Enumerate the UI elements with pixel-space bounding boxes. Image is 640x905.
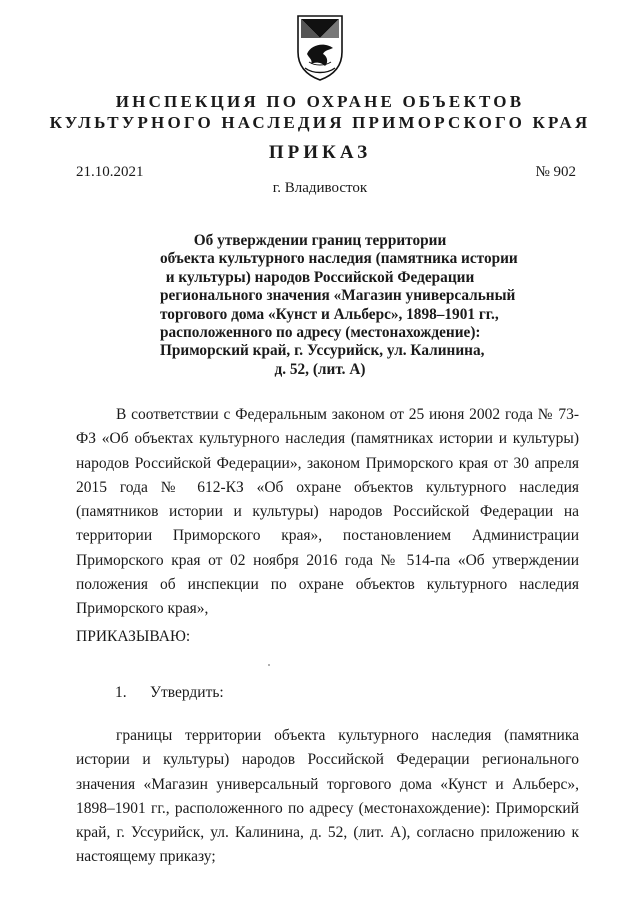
item-number: 1. xyxy=(115,684,127,701)
coat-of-arms-icon xyxy=(295,12,345,82)
order-subject xyxy=(160,232,518,379)
order-directive: ПРИКАЗЫВАЮ: xyxy=(76,628,191,645)
item-heading: Утвердить: xyxy=(150,684,224,701)
subject-line: Приморский край, г. Уссурийск, ул. Калинина, xyxy=(160,342,485,360)
scan-speck xyxy=(268,664,270,666)
agency-name-line1: ИНСПЕКЦИЯ ПО ОХРАНЕ ОБЪЕКТОВ xyxy=(115,92,525,111)
subject-line: д. 52, (лит. А) xyxy=(274,360,366,378)
order-city: г. Владивосток xyxy=(272,180,368,196)
subject-line: расположенного по адресу (местонахождение): xyxy=(160,324,481,342)
subject-line: регионального значения «Магазин универсальный xyxy=(160,287,516,305)
item-detail-paragraph: границы территории объекта культурного наследия (памятника истории и культуры) народов Российской Федерации регионального значения «Магазин универсальный торгового дома «Кунст и Альберс», 1898–1901 гг., расположенного по адресу (местонахождение): Приморский край, г. Уссурийск, ул. Калинина, д. 52, (лит. А), согласно приложению к настоящему приказу; xyxy=(76,727,579,866)
subject-line: объекта культурного наследия (памятника истории xyxy=(160,250,518,268)
order-date: 21.10.2021 xyxy=(76,164,144,180)
order-number: № 902 xyxy=(535,164,576,180)
document-type: ПРИКАЗ xyxy=(268,142,372,163)
agency-name-line2: КУЛЬТУРНОГО НАСЛЕДИЯ ПРИМОРСКОГО КРАЯ xyxy=(49,113,591,132)
preamble-paragraph: В соответствии с Федеральным законом от 25 июня 2002 года № 73-ФЗ «Об объектах культурного наследия (памятниках истории и культуры) народов Российской Федерации», законом Приморского края от 30 апреля 2015 года № 612-КЗ «Об охране объектов культурного наследия (памятников истории и культуры) народов Российской Федерации на территории Приморского края», постановлением Администрации Приморского края от 02 ноября 2016 года № 514-па «Об утверждении положения об инспекции по охране объектов культурного наследия Приморского края», xyxy=(76,406,579,618)
subject-line: Об утверждении границ территории xyxy=(193,232,447,249)
subject-line: торгового дома «Кунст и Альберс», 1898–1901 гг., xyxy=(160,305,499,323)
subject-line: и культуры) народов Российской Федерации xyxy=(165,268,475,286)
